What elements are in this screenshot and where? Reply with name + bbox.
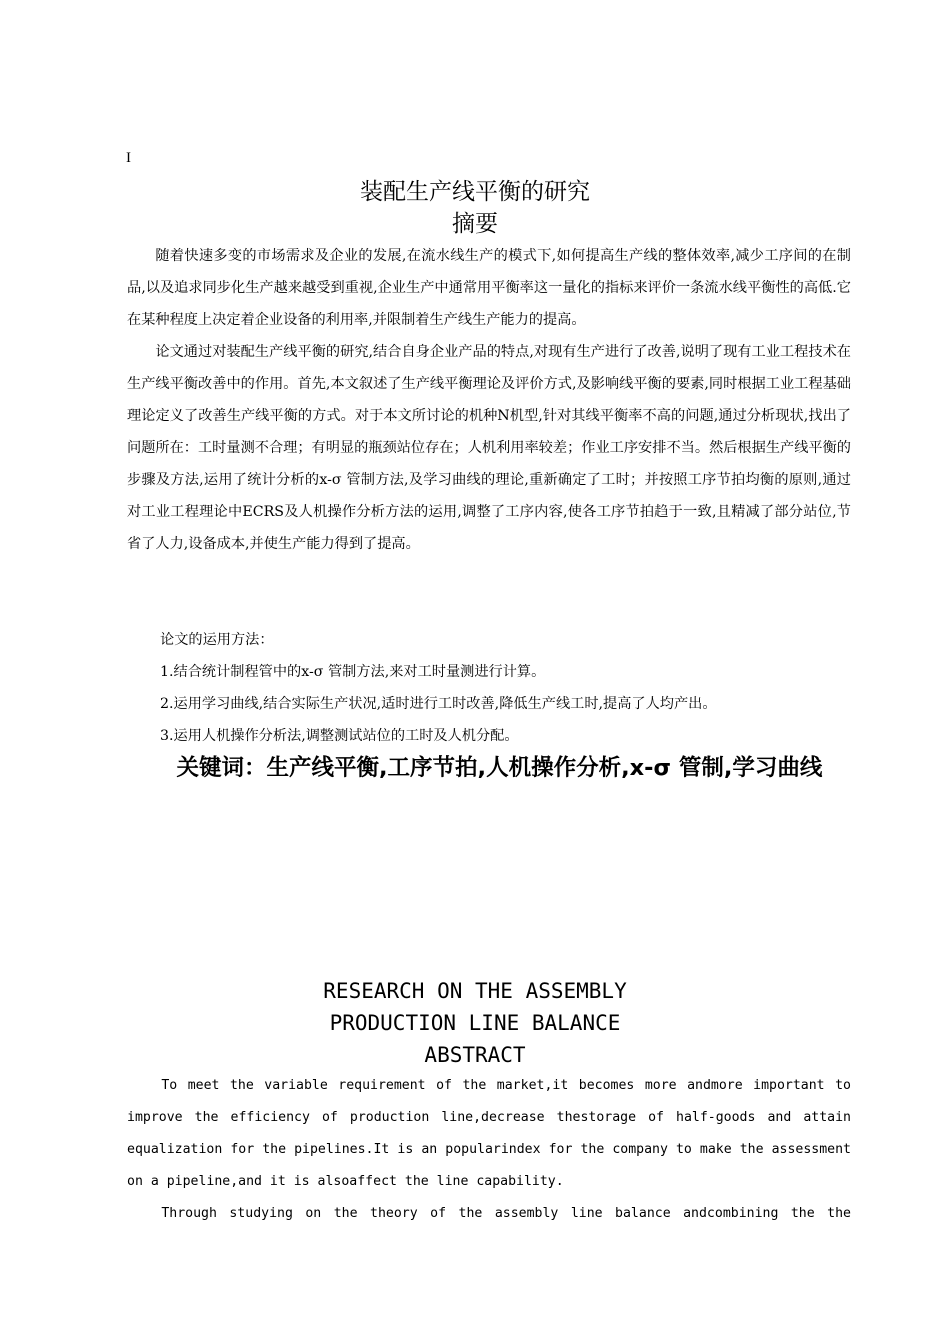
chinese-title: 装配生产线平衡的研究 — [360, 179, 590, 205]
chinese-paragraph-2: 论文通过对装配生产线平衡的研究,结合自身企业产品的特点,对现有生产进行了改善,说明了现有工业工程技术在生产线平衡改善中的作用。首先,本文叙述了生产线平衡理论及评价方式,及影响线平衡的要素,同时根据工业工程基础理论定义了改善生产线平衡的方式。对于本文所讨论的机种N机型,针对其线平衡率不高的问题,通过分析现状,找出了问题所在：工时量测不合理；有明显的瓶颈站位存在；人机利用率较差；作业工序安排不当。然后根据生产线平衡的步骤及方法,运用了统计分析的x-σ 管制方法,及学习曲线的理论,重新确定了工时；并按照工序节拍均衡的原则,通过对工业工程理论中ECRS及人机操作分析方法的运用,调整了工序内容,使各工序节拍趋于一致,且精减了部分站位,节省了人力,设备成本,并使生产能力得到了提高。 — [127, 344, 851, 552]
page-marker: I — [126, 150, 131, 166]
chinese-abstract-heading: 摘要 — [452, 211, 498, 237]
method-item-1: 1.结合统计制程管中的x-σ 管制方法,来对工时量测进行计算。 — [160, 664, 546, 680]
english-paragraph-2: Through studying on the theory of the assembly line balance andcombining the the — [161, 1206, 851, 1221]
english-title-line-1: RESEARCH ON THE ASSEMBLY — [323, 979, 627, 1003]
english-abstract-body — [127, 1070, 851, 1230]
method-item-2: 2.运用学习曲线,结合实际生产状况,适时进行工时改善,降低生产线工时,提高了人均产出。 — [160, 696, 717, 712]
chinese-abstract-body — [127, 240, 851, 560]
chinese-keywords: 关键词：生产线平衡,工序节拍,人机操作分析,x-σ 管制,学习曲线 — [176, 755, 823, 781]
english-paragraph-1: To meet the variable requirement of the market,it becomes more andmore important to improve the efficiency of production line,decrease thestorage of half-goods and attain equalization for the pipelines.It is an popularindex for the company to make the assessment on a pipeline,and it is alsoaffect the line capability. — [127, 1078, 851, 1189]
method-item-3: 3.运用人机操作分析法,调整测试站位的工时及人机分配。 — [160, 728, 519, 744]
methods-heading: 论文的运用方法： — [160, 632, 274, 648]
english-title-line-2: PRODUCTION LINE BALANCE — [329, 1011, 621, 1035]
chinese-paragraph-1: 随着快速多变的市场需求及企业的发展,在流水线生产的模式下,如何提高生产线的整体效率,减少工序间的在制品,以及追求同步化生产越来越受到重视,企业生产中通常用平衡率这一量化的指标来评价一条流水线平衡性的高低.它在某种程度上决定着企业设备的利用率,并限制着生产线生产能力的提高。 — [127, 248, 851, 328]
english-abstract-heading: ABSTRACT — [424, 1043, 526, 1067]
methods-list — [160, 624, 850, 752]
